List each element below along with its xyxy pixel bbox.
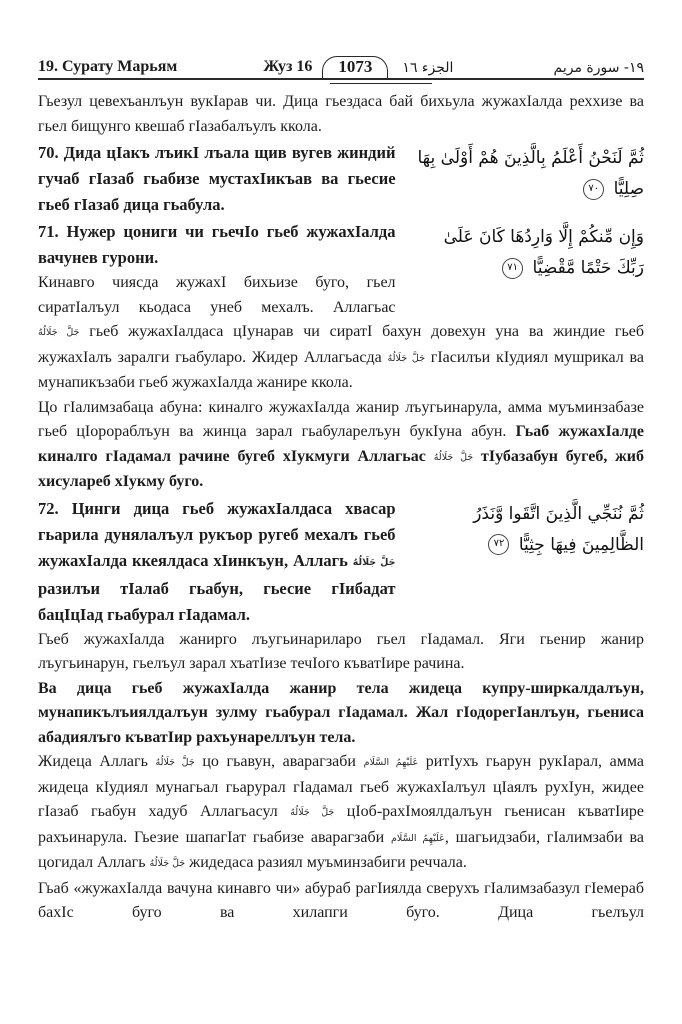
paragraph-commentary-71 — [38, 320, 644, 396]
verse-70-block — [38, 140, 644, 218]
commentary-71-seg2: гІасилъи кІудиял мушрикал ва мунапикъзаби гьеб жужахІалда жанире ккола. — [38, 348, 644, 391]
verse-71-block — [38, 219, 644, 320]
verse-71-text: 71. Нужер цониги чи гьечІо гьеб жужахІалда вачунев гурони. — [38, 222, 396, 267]
surah-title-arabic: ١٩- سورة مريم — [553, 60, 644, 76]
page-number: 1073 — [338, 57, 373, 76]
jalla-jalaluhu-honorific: جَلَّ جَلَالُهُ — [155, 757, 195, 768]
ayah-70-marker: ٧٠ — [583, 179, 604, 200]
jalla-jalaluhu-honorific: جَلَّ جَلَالُهُ — [387, 352, 425, 364]
commentary-71-seg1: гьеб жужахІалдаса цІунарав чи сиратІ бахун довехун уна ва жиндие гьеб жужахІалъ заралги гьабуларо. Жидер Аллагьасда — [38, 323, 644, 366]
verse-70-arabic — [417, 140, 644, 205]
juz-label: Жуз 16 — [263, 58, 313, 75]
verse-72-text — [38, 496, 396, 628]
believers-seg4: цІоб-рахІмоялдалъун гьенисан къватІире рахъинарула. Гьезие шапагІат гьабизе аварагзаби — [38, 803, 644, 846]
believers-seg6: жидедаса разиял муъминзабиги реччала. — [185, 854, 467, 871]
verse-72-arabic — [417, 496, 644, 561]
jalla-jalaluhu-honorific: جَلَّ جَلَالُهُ — [149, 858, 186, 869]
alayhim-salam-honorific: عَلَيْهِمُ السَّلَام — [363, 757, 419, 768]
verse-70-text: 70. Дида цІакъ лъикІ лъала щив вугев жиндий гучаб гІазаб гьабизе мустахІикъав ва гьесие гьеб гІазаб дица гьабула. — [38, 143, 396, 214]
scholars-bold1: Гьаб жужахІалде киналго гІадамал рачине бугеб хІукмуги Аллагьас — [38, 423, 644, 465]
verse-71-arabic — [417, 219, 644, 284]
alayhim-salam-honorific: عَلَيْهِمُ السَّلَام — [391, 832, 445, 844]
paragraph-closing: Гьаб «жужахІалда вачуна кинавго чи» абураб рагІиялда сверухъ гІалимзабазул гІемераб бахІс буго ва хилапги буго. Дица гьелъул — [38, 879, 644, 921]
ayah-72-marker: ٧٢ — [488, 534, 509, 555]
paragraph-commentary-72: Гьеб жужахІалда жанирго лъугьинариларо гьел гІадамал. Яги гьенир жанир лъугьинарун, гьелъул зарал хъатІизе течІого къватІире рачина. — [38, 630, 644, 672]
scholars-bold2: тІубазабун бугеб, жиб хисулареб хІукму буго. — [38, 447, 644, 490]
page-number-cartouche — [322, 56, 388, 78]
verse-71-arabic-text: وَإِن مِّنكُمْ إِلَّا وَارِدُهَا كَانَ عَلَىٰ رَبِّكَ حَتْمًا مَّقْضِيًّا — [443, 227, 644, 278]
page-header — [38, 42, 644, 80]
verse-70-translation — [38, 140, 396, 218]
surah-title-cyrillic: 19. Сурату Марьям — [38, 58, 178, 75]
ayah-71-marker: ٧١ — [502, 258, 523, 279]
verse-72-block — [38, 496, 644, 628]
believers-seg1: Жидеца Аллагь — [38, 753, 156, 770]
verse-71-commentary-start: Кинавго чиясда жужахІ бихьизе буго, гьел сиратІалъул кьодаса унеб мехалъ. Аллагьас — [38, 274, 396, 316]
verse-72-arabic-text: ثُمَّ نُنَجِّي الَّذِينَ اتَّقَوا وَّنَذَرُ الظَّالِمِينَ فِيهَا جِثِيًّا — [473, 503, 644, 555]
jalla-jalaluhu-honorific: جَلَّ جَلَالُهُ — [352, 556, 396, 568]
jalla-jalaluhu-honorific: جَلَّ جَلَالُهُ — [290, 807, 335, 818]
believers-seg5: , шагьидзаби, гІалимзаби ва цогидал Аллагь — [38, 828, 644, 871]
jalla-jalaluhu-honorific: جَلَّ جَلَالُهُ — [38, 327, 80, 338]
scholars-regular: Цо гІалимзабаца абуна: киналго жужахІалда жанир лъугьинарула, амма муъминзабазе гьеб цІорораблъун ва жинца зарал гьабуларелъун букІуна абун. — [38, 398, 644, 440]
juz-label-arabic: الجزء ١٦ — [402, 60, 454, 76]
verse-70-arabic-text: ثُمَّ لَنَحْنُ أَعْلَمُ بِالَّذِينَ هُمْ أَوْلَىٰ بِهَا صِلِيًّا — [417, 148, 644, 199]
jalla-jalaluhu-honorific: جَلَّ جَلَالُهُ — [433, 451, 474, 463]
verse-71-translation — [38, 219, 396, 320]
believers-seg2: цо гьавун, аварагзаби — [194, 753, 364, 770]
paragraph-believers — [38, 750, 644, 877]
verse-72-seg1: 72. Цинги дица гьеб жужахІалдаса хвасар гьарила дунялалъул рукъор ругеб мехалъ гьеб жужахІалда ккеялдаса хІинкъун, Аллагь — [38, 498, 396, 570]
verse-72-translation — [38, 496, 396, 628]
paragraph-scholars — [38, 396, 644, 495]
paragraph-intro: Гьезул цевехъанлъун вукІарав чи. Дица гьездаса бай бихьула жужахІалда реххизе ва гьел бищунго квешаб гІазабалъулъ ккола. — [38, 93, 644, 135]
cartouche-underline — [330, 83, 432, 84]
verse-72-seg2: разилъи тІалаб гьабун, гьесие гІибадат бацІцІад гьабурал гІадамал. — [38, 578, 396, 624]
paragraph-bold-warning: Ва дица гьеб жужахІалда жанир тела жидеца купру-ширкалдалъун, мунапикълъиялдалъун зулму гьабурал гІадамал. Жал гІодорегІанлъун, гьениса абадиялъго къватІир рахъунареллъун тела. — [38, 679, 644, 746]
body-text — [38, 90, 644, 926]
believers-seg3: ритІухъ гьарун рукІарал, амма жидеца кІудиял мунагьал гьарурал гІадамал гьеб жужахІалъул цІаялъ рухІун, жидее гІазаб гьабун хадуб Аллагьасул — [38, 753, 645, 820]
